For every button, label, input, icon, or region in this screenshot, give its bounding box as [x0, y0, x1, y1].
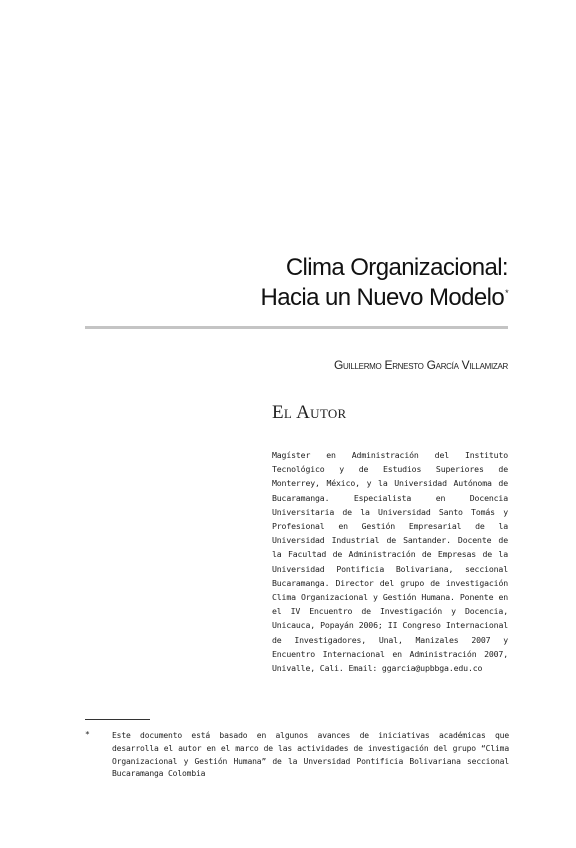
- title-line-2: [261, 283, 508, 313]
- footnote: [85, 730, 509, 781]
- section-heading: El Autor: [272, 402, 347, 423]
- title-line-2-text: Hacia un Nuevo Modelo: [260, 284, 505, 311]
- footnote-divider: [85, 719, 150, 720]
- article-title: [261, 253, 508, 313]
- author-bio: Magíster en Administración del Instituto Tecnológico y de Estudios Superiores de Monterrey, México, y la Universidad Autónoma de Bucaramanga. Especialista en Docencia Universitaria de la Universidad Santo Tomás y Profesional en Gestión Empresarial de la Universidad Industrial de Santander. Docente de la Facultad de Administración de Empresas de la Universidad Pontificia Bolivariana, seccional Bucaramanga. Director del grupo de investigación Clima Organizacional y Gestión Humana. Ponente en el IV Encuentro de Investigación y Docencia, Unicauca, Popayán 2006; II Congreso Internacional de Investigadores, Unal, Manizales 2007 y Encuentro Internacional en Administración 2007, Univalle, Cali. Email: ggarcia@upbbga.edu.co: [272, 450, 508, 674]
- footnote-text: Este documento está basado en algunos avances de iniciativas académicas que desarrolla el autor en el marco de las actividades de investigación del grupo “Clima Organizacional y Gestión Humana” de la Unversidad Pontificia Bolivariana seccional Bucaramanga Colombia: [112, 731, 509, 779]
- footnote-marker: *: [85, 730, 90, 739]
- title-line-1: Clima Organizacional:: [285, 254, 508, 281]
- author-name: Guillermo Ernesto García Villamizar: [333, 358, 508, 372]
- title-divider: [85, 326, 508, 329]
- title-footnote-marker: *: [505, 288, 508, 298]
